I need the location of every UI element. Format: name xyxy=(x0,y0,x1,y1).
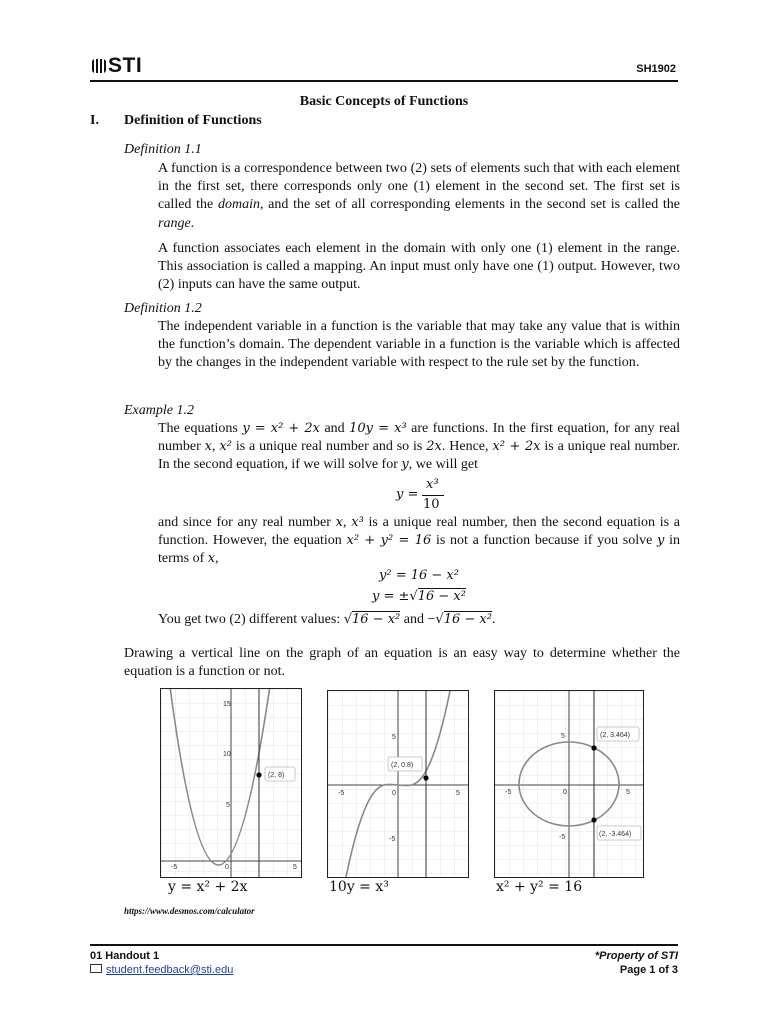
point-label: (2, 0.8) xyxy=(391,762,414,769)
x-tick-neg5: -5 xyxy=(505,789,512,796)
handout-label: 01 Handout 1 xyxy=(90,950,160,962)
graph-parabola xyxy=(160,688,302,878)
x-tick-0: 0 xyxy=(392,790,396,797)
x-tick-5: 5 xyxy=(626,789,630,796)
fraction-equation: y = x³ 10 xyxy=(396,477,456,513)
y-tick-10: 10 xyxy=(223,751,231,758)
intersection-point-bottom xyxy=(591,817,596,822)
example-1-2-label: Example 1.2 xyxy=(124,403,194,418)
x-tick-neg5: -5 xyxy=(171,864,178,871)
equation-y-plus-minus-root: y = ±√16 − x² xyxy=(372,589,466,604)
point-label-top: (2, 3.464) xyxy=(600,732,630,739)
definition-1-1-paragraph-2: A function associates each element in the domain with only one (1) element in the range. This association is called a mapping. An input must only have one (1) output. However, two (2) inputs can have the same output. xyxy=(158,241,680,293)
x-tick-neg5: -5 xyxy=(338,790,345,797)
example-1-2-paragraph-1: The equations y = x² + 2x and 10y = x³ are functions. In the first equation, for any real number x, x² is a unique real number and so is 2x. Hence, x² + 2x is a unique real number. In the second equation, if we will solve for y, we will get xyxy=(158,421,680,473)
envelope-icon xyxy=(90,964,102,973)
point-label-bottom: (2, -3.464) xyxy=(599,831,632,838)
definition-1-1-label: Definition 1.1 xyxy=(124,142,202,157)
definition-1-1-paragraph-1: A function is a correspondence between two (2) sets of elements such that with each element in the first set, there corresponds only one (1) element in the second set. The first set is called the domain, and the set of all corresponding elements in the second set is called the range. xyxy=(158,161,681,231)
y-tick-5: 5 xyxy=(226,802,230,809)
property-label: *Property of STI xyxy=(594,950,678,962)
email-link[interactable]: student.feedback@sti.edu xyxy=(106,964,234,976)
graph-cubic-svg xyxy=(328,691,468,877)
equation-y-squared: y² = 16 − x² xyxy=(379,568,459,583)
graph-cubic-caption: 10y = x³ xyxy=(329,879,389,895)
x-tick-0: 0 xyxy=(563,789,567,796)
intersection-point xyxy=(256,772,261,777)
footer-rule xyxy=(90,944,678,946)
section-title: Definition of Functions xyxy=(124,113,262,128)
intersection-point xyxy=(423,775,428,780)
x-tick-5: 5 xyxy=(293,864,297,871)
sti-logo: STI xyxy=(92,54,142,78)
vertical-line-test-paragraph: Drawing a vertical line on the graph of an equation is an easy way to determine whether the equation is a function or not. xyxy=(124,646,680,680)
y-tick-5: 5 xyxy=(392,734,396,741)
point-label: (2, 8) xyxy=(268,772,285,779)
y-tick-neg5: -5 xyxy=(389,836,396,843)
graph-circle-svg xyxy=(495,691,643,877)
doc-code: SH1902 xyxy=(636,63,676,75)
graph-cubic xyxy=(327,690,469,878)
header-rule xyxy=(90,80,678,82)
example-1-2-paragraph-2: and since for any real number x, x³ is a unique real number, then the second equation is a function. However, the equation x² + y² = 16 is not a function because if you solve y in terms of x, xyxy=(158,515,681,567)
definition-1-2-label: Definition 1.2 xyxy=(124,301,202,316)
y-tick-neg5: -5 xyxy=(559,834,566,841)
example-1-2-paragraph-3: You get two (2) different values: √16 − x² and −√16 − x². xyxy=(158,612,496,627)
page-title: Basic Concepts of Functions xyxy=(299,94,469,109)
source-url[interactable]: https://www.desmos.com/calculator xyxy=(124,906,255,916)
graph-circle-caption: x² + y² = 16 xyxy=(496,879,583,895)
section-number: I. xyxy=(90,113,99,128)
sti-logo-icon xyxy=(92,59,106,73)
intersection-point-top xyxy=(591,745,596,750)
y-tick-5: 5 xyxy=(561,733,565,740)
y-tick-15: 15 xyxy=(223,701,231,708)
graph-parabola-svg xyxy=(161,689,301,877)
graph-parabola-caption: y = x² + 2x xyxy=(168,879,248,895)
page-number: Page 1 of 3 xyxy=(619,964,678,976)
footer-email[interactable] xyxy=(90,964,233,976)
x-tick-5: 5 xyxy=(456,790,460,797)
fraction-bar xyxy=(422,495,444,496)
graph-circle xyxy=(494,690,644,878)
definition-1-2-paragraph: The independent variable in a function is the variable that may take any value that is within the function’s domain. The dependent variable in a function is the variable which is affected by the changes in the independent variable with respect to the rule set by the function. xyxy=(158,319,680,371)
x-tick-0: 0 xyxy=(225,864,229,871)
